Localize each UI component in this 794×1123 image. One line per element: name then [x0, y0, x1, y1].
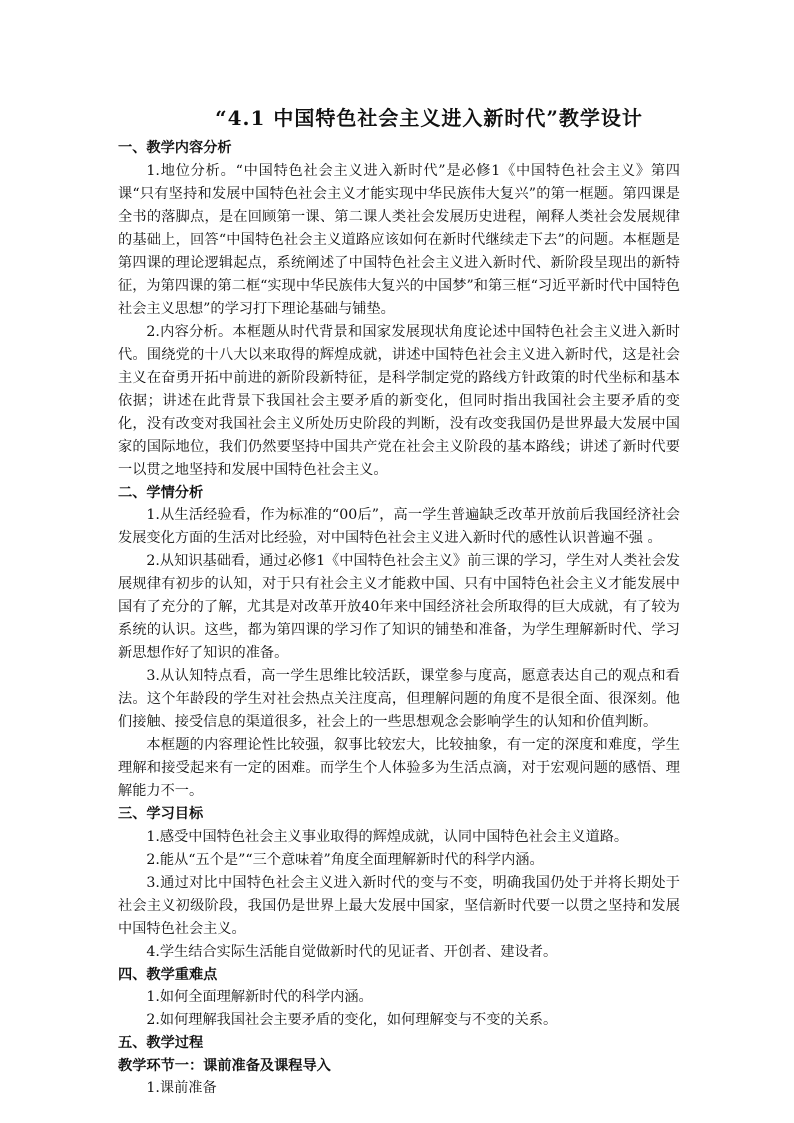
section-heading-key-points: 四、教学重难点 — [118, 966, 218, 983]
key-point-1: 1.如何全面理解新时代的科学内涵。 — [146, 989, 373, 1005]
document-body — [118, 103, 680, 1100]
paragraph-difficulty-note: 本框题的内容理论性比较强，叙事比较宏大，比较抽象，有一定的深度和难度，学生理解和接受起来有一定的困难。而学生个人体验多为生活点滴，对于宏观问题的感悟、理解能力不一。 — [118, 737, 680, 799]
paragraph-knowledge-base: 2.从知识基础看，通过必修1《中国特色社会主义》前三课的学习，学生对人类社会发展规律有初步的认知，对于只有社会主义才能救中国、只有中国特色社会主义才能发展中国有了充分的了解，尤其是对改革开放40年来中国经济社会所取得的巨大成就，有了较为系统的认识。这些，都为第四课的学习作了知识的铺垫和准备，为学生理解新时代、学习新思想作好了知识的准备。 — [118, 553, 680, 661]
document-title: “4.1 中国特色社会主义进入新时代”教学设计 — [215, 106, 643, 130]
goal-item-2: 2.能从“五个是”“三个意味着”角度全面理解新时代的科学内涵。 — [146, 851, 544, 868]
paragraph-cognitive-traits: 3.从认知特点看，高一学生思维比较活跃，课堂参与度高，愿意表达自己的观点和看法。这个年龄段的学生对社会热点关注度高，但理解问题的角度不是很全面、很深刻。他们接触、接受信息的渠道很多，社会上的一些思想观念会影响学生的认知和价值判断。 — [118, 668, 680, 730]
paragraph-life-experience: 1.从生活经验看，作为标准的“00后”，高一学生普遍缺乏改革开放前后我国经济社会发展变化方面的生活对比经验，对中国特色社会主义进入新时代的感性认识普遍不强 。 — [118, 507, 680, 546]
goal-item-1: 1.感受中国特色社会主义事业取得的辉煌成就，认同中国特色社会主义道路。 — [146, 828, 629, 845]
section-heading-student-analysis: 二、学情分析 — [118, 484, 204, 501]
section-heading-learning-goals: 三、学习目标 — [118, 806, 204, 822]
key-point-2: 2.如何理解我国社会主要矛盾的变化，如何理解变与不变的关系。 — [146, 1012, 558, 1028]
goal-item-3: 3.通过对比中国特色社会主义进入新时代的变与不变，明确我国仍处于并将长期处于社会主义初级阶段，我国仍是世界上最大发展中国家，坚信新时代要一以贯之坚持和发展中国特色社会主义。 — [118, 874, 680, 937]
section-heading-content-analysis: 一、教学内容分析 — [118, 140, 232, 156]
paragraph-position-analysis: 1.地位分析。“中国特色社会主义进入新时代”是必修1《中国特色社会主义》第四课“只有坚持和发展中国特色社会主义才能实现中华民族伟大复兴”的第一框题。第四课是全书的落脚点，是在回顾第一课、第二课人类社会发展历史进程，阐释人类社会发展规律的基础上，回答“中国特色社会主义道路应该如何在新时代继续走下去”的问题。本框题是第四课的理论逻辑起点，系统阐述了中国特色社会主义进入新时代、新阶段呈现出的新特征，为第四课的第二框“实现中华民族伟大复兴的中国梦”和第三框“习近平新时代中国特色社会主义思想”的学习打下理论基础与铺垫。 — [118, 162, 680, 317]
paragraph-preparation: 1.课前准备 — [146, 1080, 217, 1096]
paragraph-content-analysis: 2.内容分析。本框题从时代背景和国家发展现状角度论述中国特色社会主义进入新时代。围绕党的十八大以来取得的辉煌成就，讲述中国特色社会主义进入新时代，这是社会主义在奋勇开拓中前进的新阶段新特征，是科学制定党的路线方针政策的时代坐标和基本依据；讲述在此背景下我国社会主要矛盾的新变化，但同时指出我国社会主要矛盾的变化，没有改变对我国社会主义所处历史阶段的判断，没有改变我国仍是世界最大发展中国家的国际地位，我们仍然要坚持中国共产党在社会主义阶段的基本路线；讲述了新时代要一以贯之地坚持和发展中国特色社会主义。 — [118, 323, 680, 478]
subsection-heading-step-one: 教学环节一：课前准备及课程导入 — [118, 1057, 331, 1074]
section-heading-teaching-process: 五、教学过程 — [118, 1035, 204, 1051]
goal-item-4: 4.学生结合实际生活能自觉做新时代的见证者、开创者、建设者。 — [146, 943, 558, 960]
